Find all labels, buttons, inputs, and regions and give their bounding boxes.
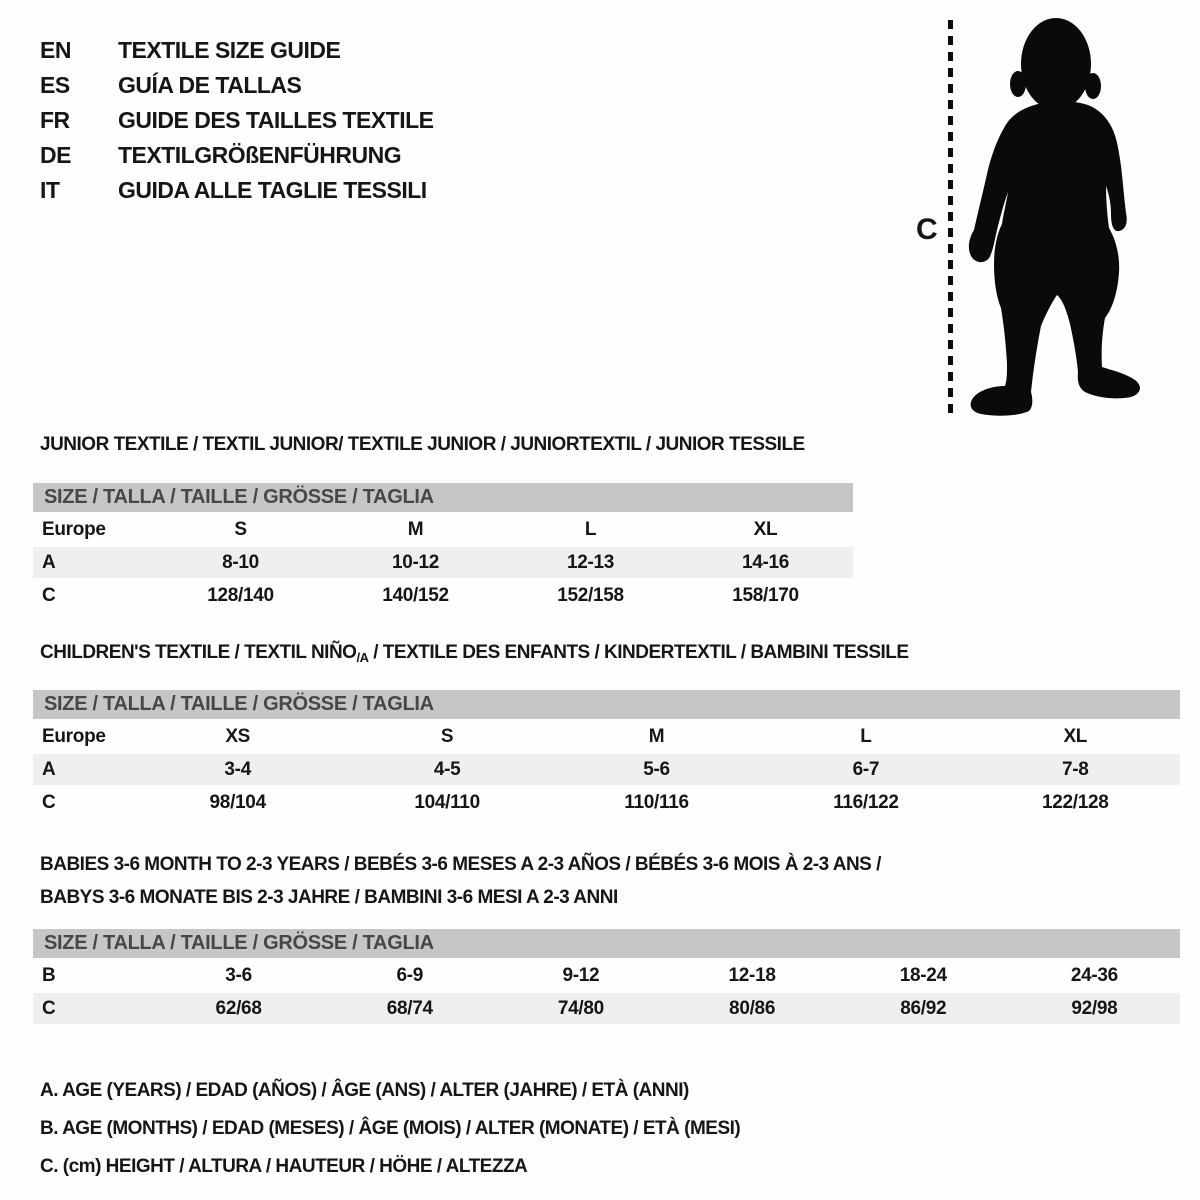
junior-size-table	[33, 483, 853, 611]
lang-title-it: GUIDA ALLE TAGLIE TESSILI	[118, 177, 427, 203]
height-cell: 92/98	[1071, 998, 1118, 1019]
age-cell: 10-12	[391, 552, 440, 573]
children-row-europe	[33, 721, 1180, 752]
age-cell: 6-7	[852, 759, 880, 780]
size-cell: S	[234, 519, 247, 540]
age-cell: 12-13	[566, 552, 615, 573]
legend	[40, 1072, 740, 1186]
junior-row-height	[33, 580, 853, 611]
size-cell: M	[407, 519, 424, 540]
size-cell: XL	[753, 519, 778, 540]
lang-code-it: IT	[40, 177, 60, 203]
children-row-age	[33, 754, 1180, 785]
children-row-height	[33, 787, 1180, 818]
height-cell: 116/122	[833, 792, 899, 813]
babies-title-line2: BABYS 3-6 MONATE BIS 2-3 JAHRE / BAMBINI 3-6 MESI A 2-3 ANNI	[40, 887, 618, 908]
size-cell: XL	[1063, 726, 1088, 747]
age-cell: 3-4	[224, 759, 251, 780]
legend-line-c: C. (cm) HEIGHT / ALTURA / HAUTEUR / HÖHE / ALTEZZA	[40, 1156, 528, 1177]
height-cell: 68/74	[386, 998, 433, 1019]
age-cell: 8-10	[222, 552, 259, 573]
junior-size-header-bar	[33, 483, 853, 512]
lang-row-de	[40, 138, 434, 173]
row-label: Europe	[42, 726, 106, 747]
language-title-list	[40, 33, 434, 208]
months-cell: 6-9	[396, 965, 424, 986]
age-cell: 7-8	[1062, 759, 1089, 780]
legend-line-b: B. AGE (MONTHS) / EDAD (MESES) / ÂGE (MOIS) / ALTER (MONATE) / ETÀ (MESI)	[40, 1118, 741, 1139]
row-label: C	[42, 998, 56, 1019]
height-cell: 158/170	[732, 585, 799, 606]
size-cell: S	[440, 726, 454, 747]
height-cell: 140/152	[382, 585, 449, 606]
children-section-title	[40, 642, 909, 669]
babies-row-height	[33, 993, 1180, 1024]
height-cell: 110/116	[624, 792, 689, 813]
lang-row-it	[40, 173, 434, 208]
months-cell: 3-6	[225, 965, 252, 986]
junior-size-header-label: SIZE / TALLA / TAILLE / GRÖSSE / TAGLIA	[44, 486, 434, 508]
lang-row-en	[40, 33, 434, 68]
children-title-pre: CHILDREN'S TEXTILE / TEXTIL NIÑO	[40, 642, 357, 663]
babies-size-header-label: SIZE / TALLA / TAILLE / GRÖSSE / TAGLIA	[44, 932, 434, 954]
babies-row-months	[33, 960, 1180, 991]
row-label: Europe	[42, 519, 106, 540]
age-cell: 4-5	[433, 759, 461, 780]
height-cell: 80/86	[729, 998, 776, 1019]
height-cell: 62/68	[215, 998, 262, 1019]
lang-row-es	[40, 68, 434, 103]
row-label: A	[42, 552, 56, 573]
children-size-table	[33, 690, 1180, 818]
babies-size-table	[33, 929, 1180, 1024]
babies-size-header-bar	[33, 929, 1180, 958]
junior-row-age	[33, 547, 853, 578]
lang-title-fr: GUIDE DES TAILLES TEXTILE	[118, 107, 434, 133]
height-measure-dashed-line	[948, 20, 953, 415]
lang-title-es: GUÍA DE TALLAS	[118, 72, 302, 98]
legend-line-a: A. AGE (YEARS) / EDAD (AÑOS) / ÂGE (ANS) / ALTER (JAHRE) / ETÀ (ANNI)	[40, 1080, 689, 1101]
size-cell: L	[860, 726, 872, 747]
height-cell: 128/140	[207, 585, 274, 606]
lang-code-de: DE	[40, 142, 71, 168]
height-cell: 104/110	[414, 792, 480, 813]
age-cell: 14-16	[741, 552, 790, 573]
height-cell: 86/92	[900, 998, 947, 1019]
lang-code-es: ES	[40, 72, 70, 98]
babies-section-title	[40, 848, 881, 914]
lang-code-en: EN	[40, 37, 71, 63]
row-label: C	[42, 792, 56, 813]
junior-section-title: JUNIOR TEXTILE / TEXTIL JUNIOR/ TEXTILE JUNIOR / JUNIORTEXTIL / JUNIOR TESSILE	[40, 434, 805, 455]
children-size-header-bar	[33, 690, 1180, 719]
size-cell: L	[584, 519, 597, 540]
lang-code-fr: FR	[40, 107, 70, 133]
height-cell: 152/158	[557, 585, 624, 606]
children-size-header-label: SIZE / TALLA / TAILLE / GRÖSSE / TAGLIA	[44, 693, 434, 715]
junior-row-europe	[33, 514, 853, 545]
height-measure-label: C	[916, 213, 938, 246]
months-cell: 9-12	[562, 965, 600, 986]
children-title-post: / TEXTILE DES ENFANTS / KINDERTEXTIL / BAMBINI TESSILE	[368, 642, 909, 663]
lang-row-fr	[40, 103, 434, 138]
height-cell: 98/104	[209, 792, 266, 813]
lang-title-en: TEXTILE SIZE GUIDE	[118, 37, 341, 63]
row-label: C	[42, 585, 56, 606]
age-cell: 5-6	[643, 759, 670, 780]
height-cell: 74/80	[557, 998, 604, 1019]
babies-title-line1: BABIES 3-6 MONTH TO 2-3 YEARS / BEBÉS 3-6 MESES A 2-3 AÑOS / BÉBÉS 3-6 MOIS À 2-3 ANS /	[40, 854, 881, 875]
height-cell: 122/128	[1041, 792, 1109, 813]
baby-silhouette	[960, 14, 1150, 424]
months-cell: 12-18	[728, 965, 776, 986]
row-label: B	[42, 965, 56, 986]
row-label: A	[42, 759, 56, 780]
children-title-sub: /A	[356, 650, 369, 665]
size-cell: XS	[225, 726, 251, 747]
months-cell: 24-36	[1070, 965, 1118, 986]
months-cell: 18-24	[899, 965, 947, 986]
size-cell: M	[648, 726, 665, 747]
lang-title-de: TEXTILGRÖßENFÜHRUNG	[118, 142, 402, 168]
